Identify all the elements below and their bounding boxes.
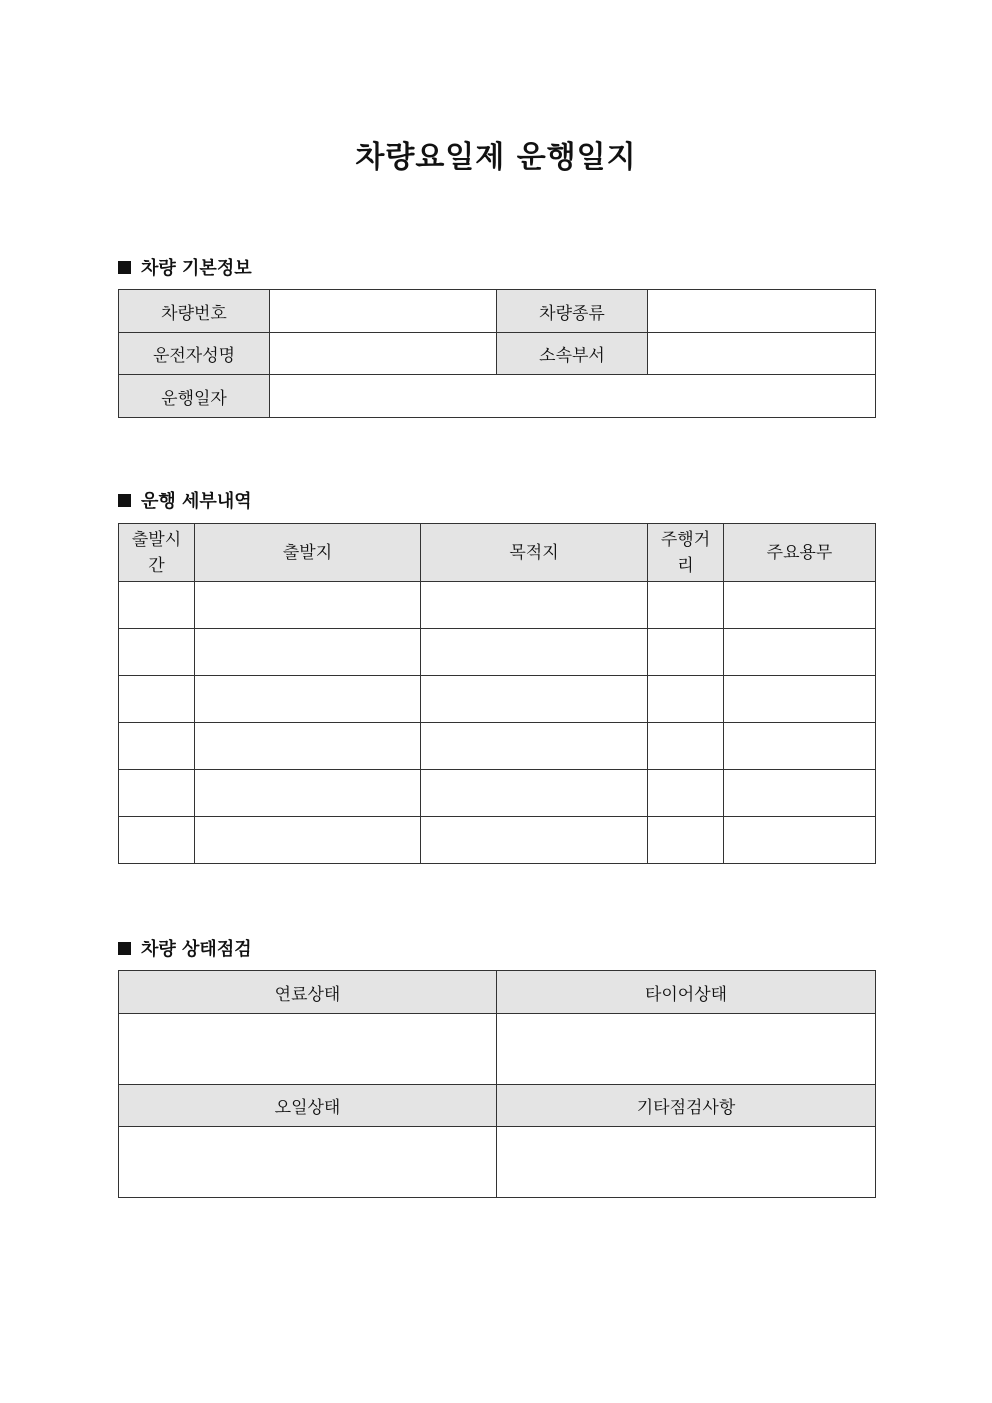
purpose-cell[interactable] [724, 676, 876, 723]
distance-cell[interactable] [648, 723, 724, 770]
origin-cell[interactable] [195, 582, 421, 629]
table-row [119, 817, 876, 864]
table-row [119, 723, 876, 770]
driver-name-field[interactable] [270, 333, 497, 375]
tire-status-field[interactable] [497, 1014, 876, 1085]
distance-cell[interactable] [648, 629, 724, 676]
label-tire-status: 타이어상태 [497, 971, 876, 1014]
vehicle-number-field[interactable] [270, 290, 497, 333]
section-heading-basic [118, 254, 252, 280]
department-field[interactable] [648, 333, 876, 375]
destination-cell[interactable] [421, 723, 648, 770]
inspection-table [118, 970, 876, 1198]
origin-cell[interactable] [195, 770, 421, 817]
table-row [119, 629, 876, 676]
departure-time-cell[interactable] [119, 629, 195, 676]
col-header-departure-time: 출발시 간 [119, 524, 195, 582]
vehicle-type-field[interactable] [648, 290, 876, 333]
table-row [119, 676, 876, 723]
departure-time-cell[interactable] [119, 770, 195, 817]
label-department: 소속부서 [497, 333, 648, 375]
square-bullet-icon [118, 261, 131, 274]
oil-status-field[interactable] [119, 1127, 497, 1198]
purpose-cell[interactable] [724, 770, 876, 817]
section-heading-details-text: 운행 세부내역 [141, 491, 252, 512]
section-heading-inspection-text: 차량 상태점검 [141, 939, 252, 960]
fuel-status-field[interactable] [119, 1014, 497, 1085]
col-header-origin: 출발지 [195, 524, 421, 582]
label-fuel-status: 연료상태 [119, 971, 497, 1014]
table-row [119, 770, 876, 817]
page-title: 차량요일제 운행일지 [355, 140, 637, 175]
distance-cell[interactable] [648, 770, 724, 817]
label-other-inspection: 기타점검사항 [497, 1085, 876, 1127]
square-bullet-icon [118, 942, 131, 955]
section-heading-basic-text: 차량 기본정보 [141, 258, 252, 279]
destination-cell[interactable] [421, 676, 648, 723]
purpose-cell[interactable] [724, 817, 876, 864]
square-bullet-icon [118, 494, 131, 507]
distance-cell[interactable] [648, 676, 724, 723]
origin-cell[interactable] [195, 723, 421, 770]
destination-cell[interactable] [421, 817, 648, 864]
basic-info-table [118, 289, 876, 418]
col-header-distance: 주행거 리 [648, 524, 724, 582]
purpose-cell[interactable] [724, 723, 876, 770]
origin-cell[interactable] [195, 676, 421, 723]
section-heading-inspection [118, 935, 252, 961]
destination-cell[interactable] [421, 582, 648, 629]
label-oil-status: 오일상태 [119, 1085, 497, 1127]
destination-cell[interactable] [421, 770, 648, 817]
departure-time-cell[interactable] [119, 817, 195, 864]
purpose-cell[interactable] [724, 629, 876, 676]
operation-date-field[interactable] [270, 375, 876, 418]
section-heading-details [118, 487, 252, 513]
distance-cell[interactable] [648, 582, 724, 629]
departure-time-cell[interactable] [119, 676, 195, 723]
other-inspection-field[interactable] [497, 1127, 876, 1198]
operation-details-table [118, 523, 876, 864]
distance-cell[interactable] [648, 817, 724, 864]
label-vehicle-number: 차량번호 [119, 290, 270, 333]
col-header-destination: 목적지 [421, 524, 648, 582]
departure-time-cell[interactable] [119, 723, 195, 770]
col-header-purpose: 주요용무 [724, 524, 876, 582]
table-row [119, 582, 876, 629]
label-vehicle-type: 차량종류 [497, 290, 648, 333]
destination-cell[interactable] [421, 629, 648, 676]
label-operation-date: 운행일자 [119, 375, 270, 418]
origin-cell[interactable] [195, 629, 421, 676]
purpose-cell[interactable] [724, 582, 876, 629]
departure-time-cell[interactable] [119, 582, 195, 629]
label-driver-name: 운전자성명 [119, 333, 270, 375]
origin-cell[interactable] [195, 817, 421, 864]
